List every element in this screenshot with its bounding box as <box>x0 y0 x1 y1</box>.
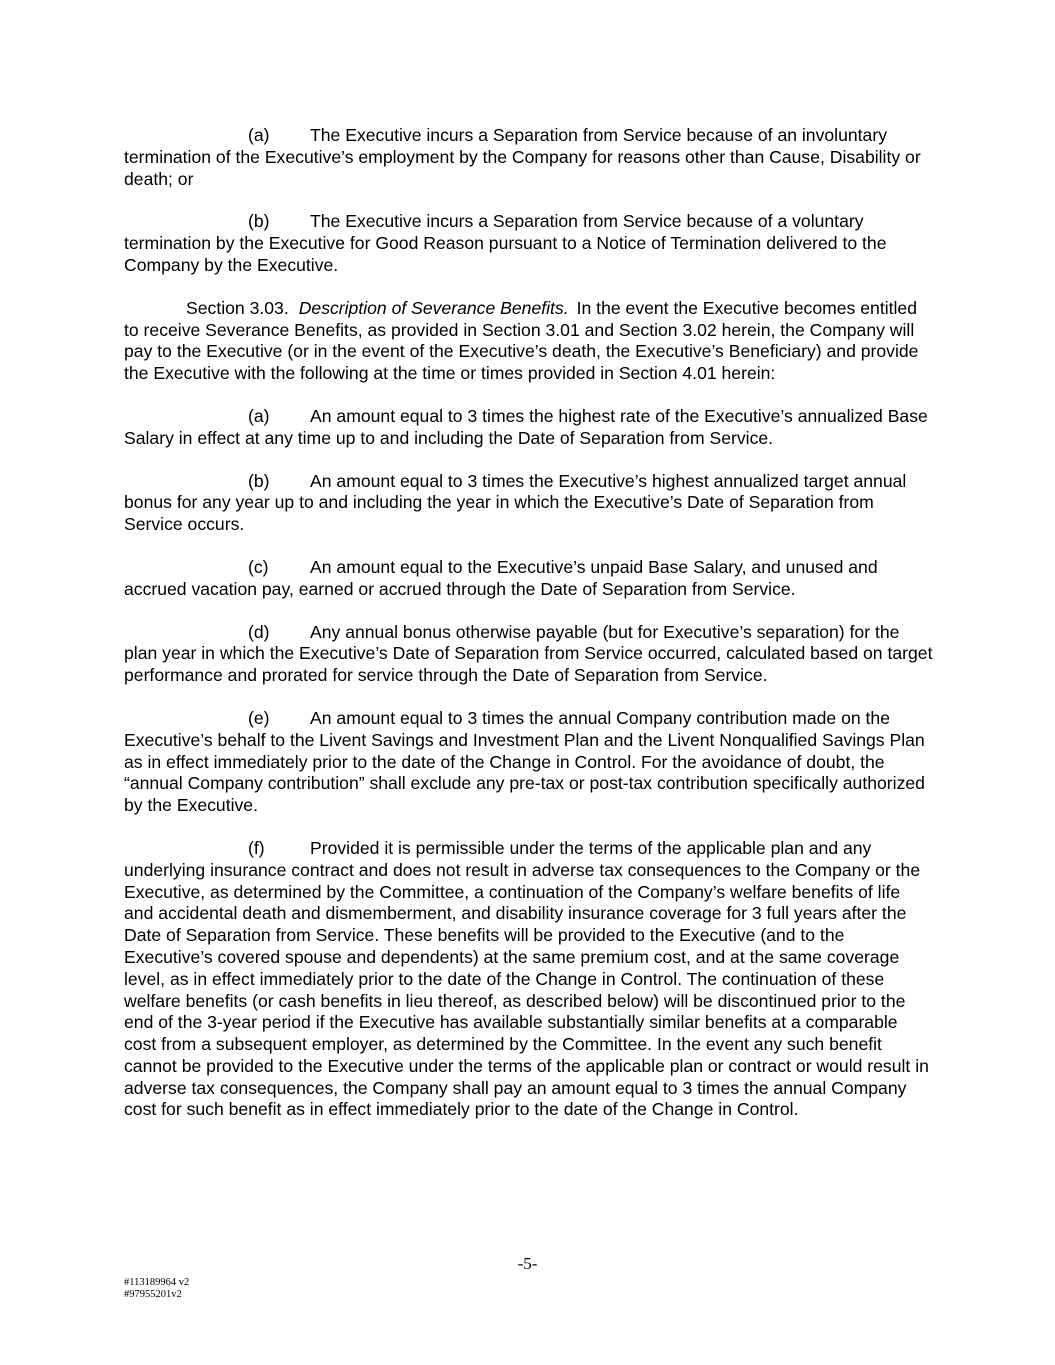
document-ids <box>124 1277 189 1301</box>
page-number: -5- <box>517 1254 538 1273</box>
document-id: #97955201v2 <box>124 1289 182 1300</box>
paragraph-sub-a-1 <box>124 125 934 190</box>
paragraph-text: The Executive incurs a Separation from Service because of an involuntary termination of the Executive’s employment by the Company for reasons other than Cause, Disability or death; or <box>124 125 921 189</box>
paragraph-sub-d <box>124 622 934 687</box>
paragraph-text: An amount equal to 3 times the Executive’s highest annualized target annual bonus for any year up to and including the year in which the Executive’s Date of Separation from Service occurs. <box>124 470 907 535</box>
paragraph-sub-e <box>124 708 934 817</box>
paragraph-text: Provided it is permissible under the terms of the applicable plan and any underlying insurance contract and does not result in adverse tax consequences to the Company or the Executive, as determined by the Committee, a continuation of the Company’s welfare benefits of life and accidental death and dismemberment, and disability insurance coverage for 3 full years after the Date of Separation from Service. These benefits will be provided to the Executive (and to the Executive’s covered spouse and dependents) at the same premium cost, and at the same coverage level, as in effect immediately prior to the date of the Change in Control. The continuation of these welfare benefits (or cash benefits in lieu thereof, as described below) will be discontinued prior to the end of the 3-year period if the Executive has available substantially similar benefits at a comparable cost from a subsequent employer, as determined by the Committee. In the event any such benefit cannot be provided to the Executive under the terms of the applicable plan or contract or would result in adverse tax consequences, the Company shall pay an amount equal to 3 times the annual Company cost for such benefit as in effect immediately prior to the date of the Change in Control. <box>124 837 929 1120</box>
paragraph-sub-b-2 <box>124 471 934 536</box>
section-3-03-paragraph <box>124 298 934 385</box>
paragraph-marker: (b) <box>248 470 270 491</box>
paragraph-marker: (a) <box>248 125 270 145</box>
document-body <box>124 125 934 1142</box>
paragraph-marker: (a) <box>248 405 270 426</box>
paragraph-sub-c <box>124 557 934 601</box>
paragraph-text: An amount equal to 3 times the highest rate of the Executive’s annualized Base Salary in effect at any time up to and including the Date of Separation from Service. <box>124 405 928 448</box>
paragraph-text: An amount equal to 3 times the annual Company contribution made on the Executive’s behalf to the Livent Savings and Investment Plan and the Livent Nonqualified Savings Plan as in effect immediately prior to the date of the Change in Control. For the avoidance of doubt, the “annual Company contribution” shall exclude any pre-tax or post-tax contribution specifically authorized by the Executive. <box>124 707 925 816</box>
paragraph-marker: (c) <box>248 556 269 577</box>
paragraph-text: The Executive incurs a Separation from Service because of a voluntary termination by the Executive for Good Reason pursuant to a Notice of Termination delivered to the Company by the Executive. <box>124 211 887 275</box>
paragraph-text: Any annual bonus otherwise payable (but for Executive’s separation) for the plan year in which the Executive’s Date of Separation from Service occurred, calculated based on target performance and prorated for service through the Date of Separation from Service. <box>124 621 933 686</box>
section-number: Section 3.03. <box>186 297 289 318</box>
paragraph-sub-b-1 <box>124 211 934 276</box>
paragraph-marker: (e) <box>248 707 270 728</box>
paragraph-marker: (b) <box>248 211 270 232</box>
paragraph-marker: (f) <box>248 837 265 858</box>
paragraph-sub-a-2 <box>124 406 934 450</box>
paragraph-marker: (d) <box>248 621 270 642</box>
paragraph-text: In the event the Executive becomes entitled to receive Severance Benefits, as provided in Section 3.01 and Section 3.02 herein, the Company will pay to the Executive (or in the event of the Executive’s death, the Executive’s Beneficiary) and provide the Executive with the following at the time or times provided in Section 4.01 herein: <box>124 297 919 384</box>
paragraph-sub-f <box>124 838 934 1121</box>
document-id: #113189964 v2 <box>124 1277 190 1288</box>
section-title: Description of Severance Benefits. <box>298 297 569 318</box>
paragraph-text: An amount equal to the Executive’s unpaid Base Salary, and unused and accrued vacation pay, earned or accrued through the Date of Separation from Service. <box>124 556 878 599</box>
